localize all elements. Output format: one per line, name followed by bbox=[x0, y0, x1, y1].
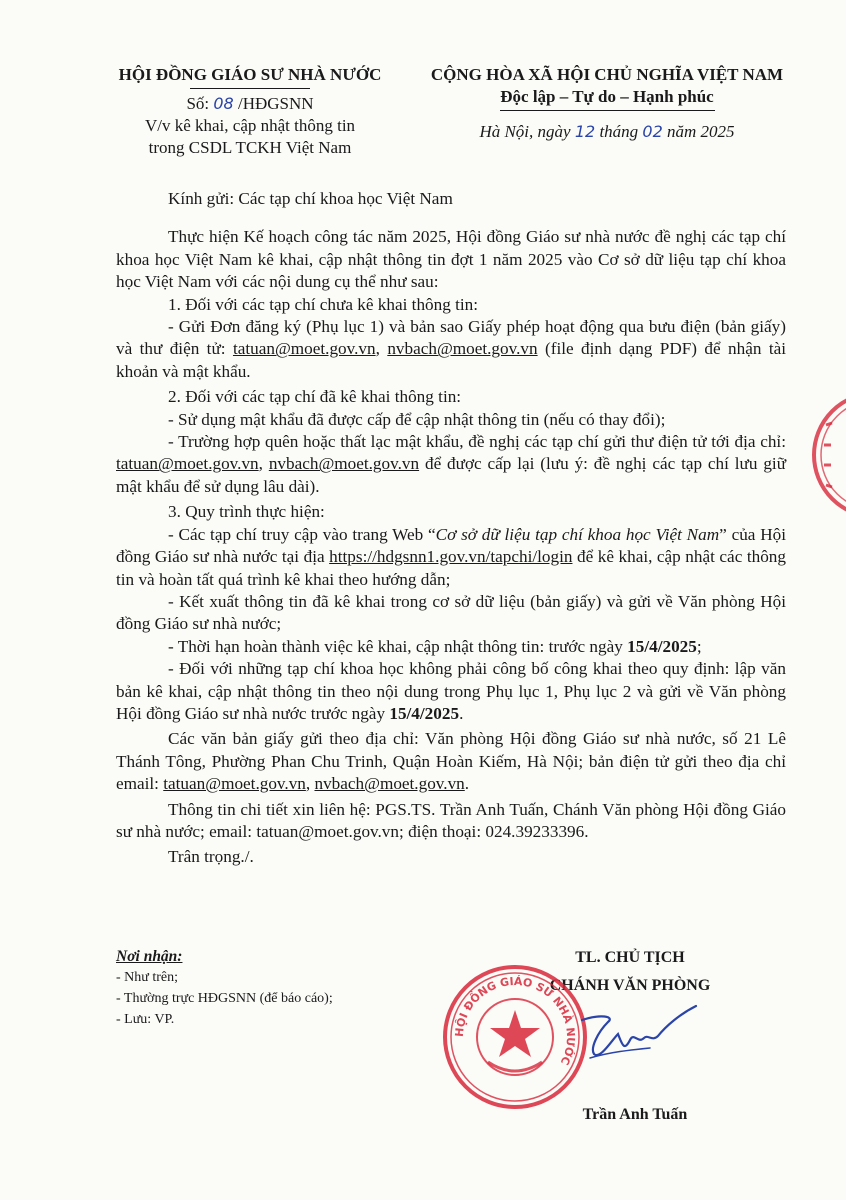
recipient-item: - Lưu: VP. bbox=[116, 1012, 175, 1027]
recipients-title: Nơi nhận: bbox=[116, 948, 183, 965]
letter-body bbox=[116, 188, 786, 869]
intro-paragraph: Thực hiện Kế hoạch công tác năm 2025, Hội đồng Giáo sư nhà nước đề nghị các tạp chí khoa học Việt Nam kê khai, cập nhật thông tin đợt 1 năm 2025 vào Cơ sở dữ liệu tạp chí khoa học Việt Nam với các nội dung cụ thể như sau: bbox=[116, 227, 786, 292]
section-1-item: - Gửi Đơn đăng ký (Phụ lục 1) và bản sao Giấy phép hoạt động qua bưu điện (bản giấy) và thư điện tử: tatuan@moet.gov.vn, nvbach@moet.gov.vn (file định dạng PDF) để nhận tài khoản và mật khẩu. bbox=[116, 317, 787, 381]
svg-text:HỘI ĐỒNG GIÁO SƯ NHÀ NƯỚC: HỘI ĐỒNG GIÁO SƯ NHÀ NƯỚC bbox=[452, 974, 578, 1067]
deadline: 15/4/2025 bbox=[627, 636, 697, 656]
section-2-title: 2. Đối với các tạp chí đã kê khai thông tin: bbox=[168, 387, 462, 407]
recipients-block bbox=[116, 946, 436, 1030]
issuer-underline bbox=[190, 88, 310, 89]
contact-paragraph: Thông tin chi tiết xin liên hệ: PGS.TS. Trần Anh Tuấn, Chánh Văn phòng Hội đồng Giáo sư nhà nước; email: tatuan@moet.gov.vn; điện thoại: 024.39233396. bbox=[116, 799, 786, 841]
signature-title-1: TL. CHỦ TỊCH bbox=[575, 949, 685, 966]
section-2-item-b: - Trường hợp quên hoặc thất lạc mật khẩu, đề nghị các tạp chí gửi thư điện tử tới địa chỉ: tatuan@moet.gov.vn, nvbach@moet.gov.vn để được cấp lại (lưu ý: đề nghị các tạp chí lưu giữ mật khẩu để sử dụng lâu dài). bbox=[116, 432, 787, 496]
date-month: 02 bbox=[642, 122, 663, 141]
date-mid: tháng bbox=[599, 122, 639, 141]
seal-edge-icon bbox=[808, 385, 846, 525]
section-3-item-c: - Thời hạn hoàn thành việc kê khai, cập nhật thông tin: trước ngày 15/4/2025; bbox=[168, 636, 702, 656]
signature-title-2: CHÁNH VĂN PHÒNG bbox=[549, 977, 711, 994]
subject-line-2: trong CSDL TCKH Việt Nam bbox=[148, 138, 352, 157]
issuer-org: HỘI ĐỒNG GIÁO SƯ NHÀ NƯỚC bbox=[118, 65, 382, 84]
motto-underline bbox=[500, 110, 715, 111]
recipient-item: - Như trên; bbox=[116, 970, 179, 985]
subject-line-1: V/v kê khai, cập nhật thông tin bbox=[144, 116, 356, 135]
deadline: 15/4/2025 bbox=[389, 703, 460, 723]
issuer-block bbox=[100, 64, 400, 159]
date-day: 12 bbox=[574, 122, 596, 141]
handwritten-signature-icon bbox=[560, 1000, 700, 1070]
document-number bbox=[100, 93, 400, 115]
number-suffix: /HĐGSNN bbox=[237, 94, 314, 113]
closing: Trân trọng./. bbox=[168, 847, 254, 867]
address-paragraph: Các văn bản giấy gửi theo địa chỉ: Văn phòng Hội đồng Giáo sư nhà nước, số 21 Lê Thánh Tông, Phường Phan Chu Trinh, Quận Hoàn Kiếm, Hà Nội; bản điện tử gửi theo địa chỉ email: tatuan@moet.gov.vn, nvbach@moet.gov.vn. bbox=[116, 729, 786, 794]
section-3-item-a: - Các tạp chí truy cập vào trang Web “Cơ sở dữ liệu tạp chí khoa học Việt Nam” của Hội đồng Giáo sư nhà nước tại địa https://hdgsnn1.gov.vn/tapchi/login để kê khai, cập nhật các thông tin và hoàn tất quá trình kê khai theo hướng dẫn; bbox=[116, 524, 786, 589]
section-2-item-a: - Sử dụng mật khẩu đã được cấp để cập nhật thông tin (nếu có thay đổi); bbox=[168, 409, 666, 429]
number-prefix: Số: bbox=[186, 94, 210, 113]
email-link[interactable]: nvbach@moet.gov.vn bbox=[314, 774, 465, 794]
recipient-item: - Thường trực HĐGSNN (để báo cáo); bbox=[116, 991, 333, 1006]
email-link[interactable]: tatuan@moet.gov.vn bbox=[116, 454, 259, 474]
section-1-title: 1. Đối với các tạp chí chưa kê khai thông tin: bbox=[168, 294, 479, 314]
nation-title: CỘNG HÒA XÃ HỘI CHỦ NGHĨA VIỆT NAM bbox=[430, 65, 784, 84]
portal-link[interactable]: https://hdgsnn1.gov.vn/tapchi/login bbox=[329, 547, 573, 567]
email-link[interactable]: nvbach@moet.gov.vn bbox=[387, 339, 538, 359]
email-link[interactable]: tatuan@moet.gov.vn bbox=[163, 774, 306, 794]
section-3-item-d: - Đối với những tạp chí khoa học không phải công bố công khai theo quy định: lập văn bản kê khai, cập nhật thông tin theo nội dung trong Phụ lục 1, Phụ lục 2 và gửi về Văn phòng Hội đồng Giáo sư nhà nước trước ngày 15/4/2025. bbox=[116, 659, 786, 723]
nation-block bbox=[412, 64, 802, 143]
section-3-title: 3. Quy trình thực hiện: bbox=[168, 502, 325, 522]
issue-date bbox=[412, 121, 802, 143]
signer-name: Trần Anh Tuấn bbox=[582, 1106, 688, 1123]
nation-motto: Độc lập – Tự do – Hạnh phúc bbox=[500, 87, 714, 106]
number-handwritten: 08 bbox=[213, 94, 234, 113]
email-link[interactable]: tatuan@moet.gov.vn bbox=[232, 339, 376, 359]
section-3-item-b: - Kết xuất thông tin đã kê khai trong cơ sở dữ liệu (bản giấy) và gửi về Văn phòng Hội đồng Giáo sư nhà nước; bbox=[116, 591, 786, 634]
email-link[interactable]: nvbach@moet.gov.vn bbox=[268, 454, 420, 474]
date-suffix: năm 2025 bbox=[667, 122, 735, 141]
greeting: Kính gửi: Các tạp chí khoa học Việt Nam bbox=[168, 189, 453, 208]
date-prefix: Hà Nội, ngày bbox=[479, 122, 571, 141]
